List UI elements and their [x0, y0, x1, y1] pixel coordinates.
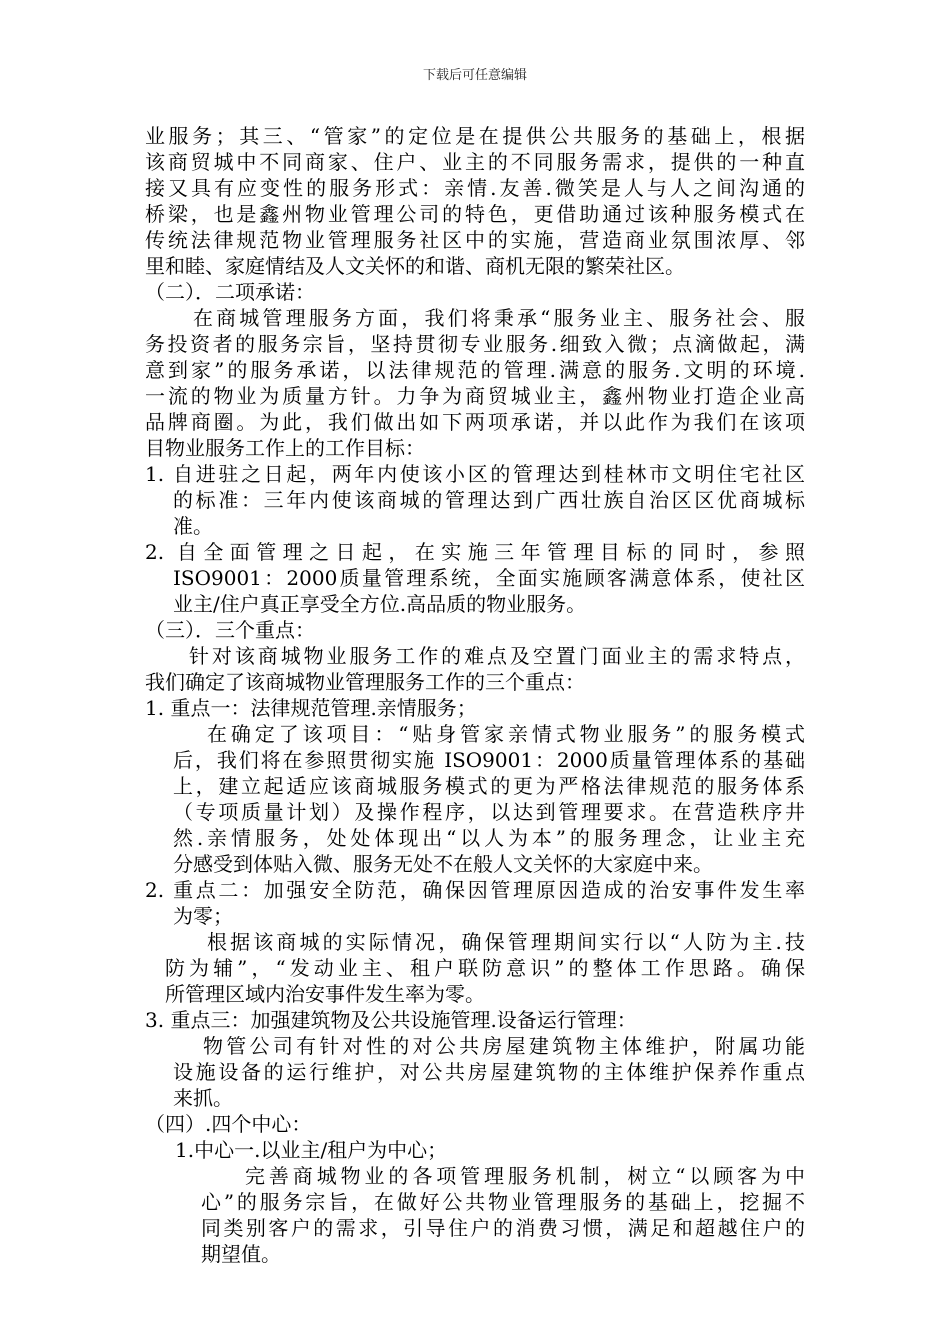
text-line: 心”的服务宗旨，在做好公共物业管理服务的基础上，挖掘不: [201, 1190, 805, 1214]
text-line: 完善商城物业的各项管理服务机制，树立“以顾客为中: [245, 1164, 805, 1188]
text-line: 业服务；其三、“管家”的定位是在提供公共服务的基础上，根据: [145, 124, 805, 148]
text-line: 1. 重点一：法律规范管理.亲情服务；: [145, 696, 477, 720]
text-line: 来抓。: [173, 1086, 233, 1110]
text-line: （四）.四个中心：: [145, 1112, 312, 1136]
text-line: 针对该商城物业服务工作的难点及空置门面业主的需求特点，: [189, 644, 805, 668]
text-line: 一流的物业为质量方针。力争为商贸城业主，鑫州物业打造企业高: [145, 384, 805, 408]
text-line: （二）．二项承诺：: [145, 280, 315, 304]
text-line: （专项质量计划）及操作程序，以达到管理要求。在营造秩序井: [173, 800, 805, 824]
text-line: 在确定了该项目：“贴身管家亲情式物业服务”的服务模式: [207, 722, 805, 746]
text-line: 传统法律规范物业管理服务社区中的实施，营造商业氛围浓厚、邻: [145, 228, 805, 252]
text-line: 设施设备的运行维护，对公共房屋建筑物的主体维护保养作重点: [173, 1060, 805, 1084]
text-line: 该商贸城中不同商家、住户、业主的不同服务需求，提供的一种直: [145, 150, 805, 174]
text-line: 准。: [173, 514, 213, 538]
text-line: 防为辅”，“发动业主、租户联防意识”的整体工作思路。确保: [165, 956, 805, 980]
text-line: 3. 重点三：加强建筑物及公共设施管理.设备运行管理：: [145, 1008, 637, 1032]
text-line: 2. 重点二：加强安全防范，确保因管理原因造成的治安事件发生率: [145, 878, 805, 902]
text-line: （三）．三个重点：: [145, 618, 315, 642]
text-line: 意到家”的服务承诺，以法律规范的管理.满意的服务.文明的环境.: [145, 358, 805, 382]
text-line: 所管理区域内治安事件发生率为零。: [165, 982, 485, 1006]
text-line: 后，我们将在参照贯彻实施 ISO9001：2000质量管理体系的基础: [173, 748, 805, 772]
text-line: 的标准：三年内使该商城的管理达到广西壮族自治区区优商城标: [173, 488, 805, 512]
text-line: 务投资者的服务宗旨，坚持贯彻专业服务.细致入微；点滴做起，满: [145, 332, 805, 356]
text-line: 目物业服务工作上的工作目标：: [145, 436, 425, 460]
text-line: ISO9001：2000质量管理系统，全面实施顾客满意体系，使社区: [173, 566, 805, 590]
text-line: 在商城管理服务方面，我们将秉承“服务业主、服务社会、服: [193, 306, 805, 330]
text-line: 分感受到体贴入微、服务无处不在般人文关怀的大家庭中来。: [173, 852, 713, 876]
text-line: 然.亲情服务，处处体现出“以人为本”的服务理念，让业主充: [173, 826, 805, 850]
text-line: 根据该商城的实际情况，确保管理期间实行以“人防为主.技: [207, 930, 805, 954]
text-line: 我们确定了该商城物业管理服务工作的三个重点：: [145, 670, 585, 694]
text-line: 里和睦、家庭情结及人文关怀的和谐、商机无限的繁荣社区。: [145, 254, 685, 278]
text-line: 物管公司有针对性的对公共房屋建筑物主体维护，附属功能: [203, 1034, 805, 1058]
page-header-note: 下载后可任意编辑: [422, 68, 527, 83]
text-line: 上，建立起适应该商城服务模式的更为严格法律规范的服务体系: [173, 774, 805, 798]
text-line: 1. 自进驻之日起，两年内使该小区的管理达到桂林市文明住宅社区: [145, 462, 805, 486]
text-line: 业主/住户真正享受全方位.高品质的物业服务。: [173, 592, 587, 616]
text-line: 接又具有应变性的服务形式：亲情.友善.微笑是人与人之间沟通的: [145, 176, 805, 200]
text-line: 1.中心一.以业主/租户为中心；: [175, 1138, 448, 1162]
text-line: 同类别客户的需求，引导住户的消费习惯，满足和超越住户的: [201, 1216, 805, 1240]
text-line: 2. 自全面管理之日起，在实施三年管理目标的同时，参照: [145, 540, 805, 564]
text-line: 品牌商圈。为此，我们做出如下两项承诺，并以此作为我们在该项: [145, 410, 805, 434]
text-line: 为零；: [173, 904, 233, 928]
text-line: 期望值。: [201, 1242, 281, 1266]
text-line: 桥梁，也是鑫州物业管理公司的特色，更借助通过该种服务模式在: [145, 202, 805, 226]
